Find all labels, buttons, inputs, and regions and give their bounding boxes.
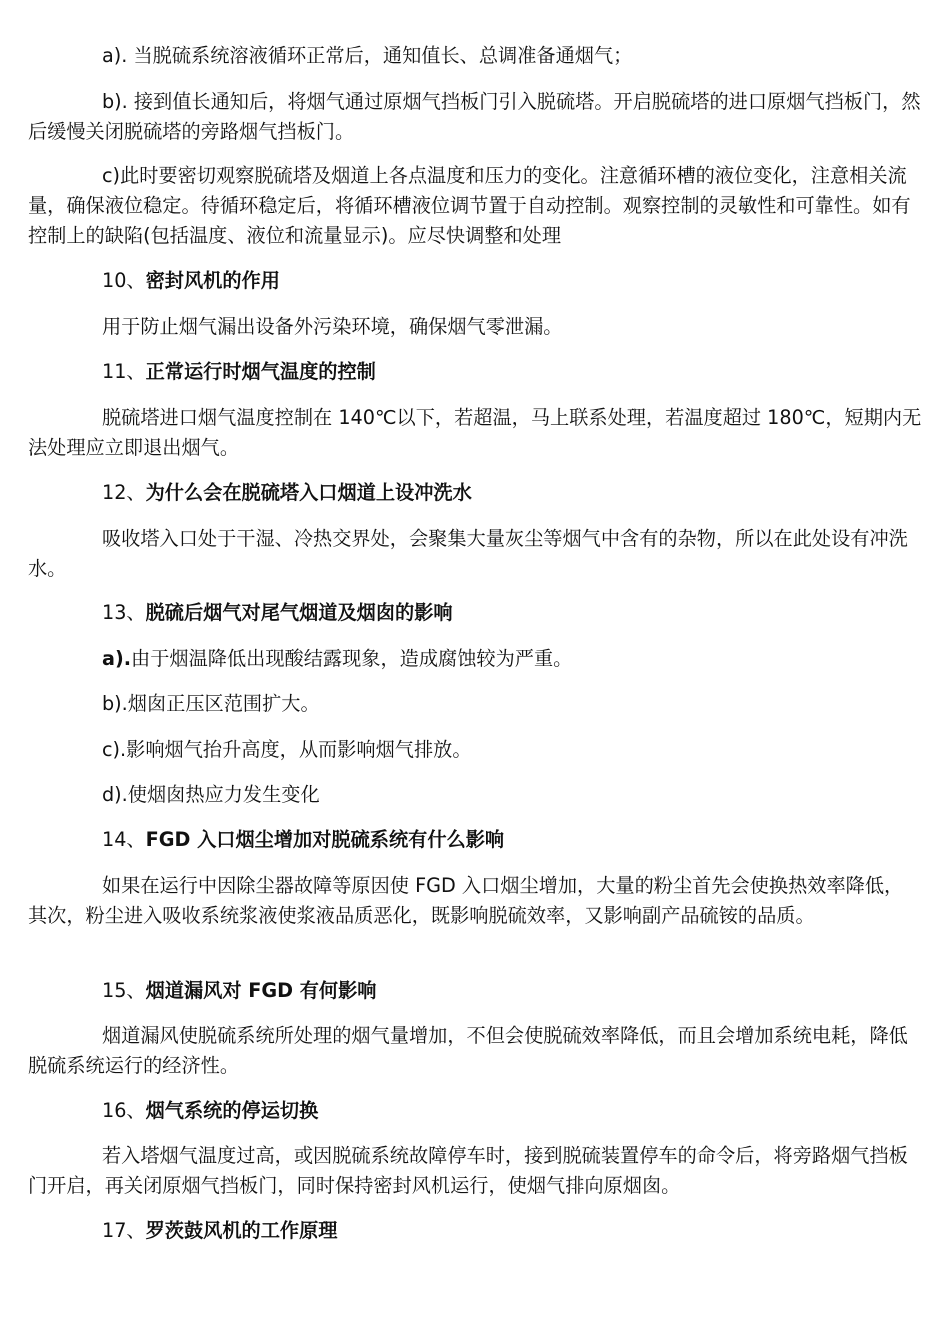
paragraph-13c: c).影响烟气抬升高度，从而影响烟气排放。 [102, 738, 472, 761]
heading-13-title: 脱硫后烟气对尾气烟道及烟囱的影响 [145, 601, 453, 624]
heading-14 [28, 825, 922, 855]
heading-17 [28, 1216, 922, 1246]
paragraph-12-flush-water: 吸收塔入口处于干湿、冷热交界处，会聚集大量灰尘等烟气中含有的杂物，所以在此处设有冲洗水。 [28, 527, 908, 580]
heading-12-number: 12、 [102, 481, 146, 504]
paragraph-13a-lead: a). [102, 647, 132, 670]
paragraph-16-shutdown-switch: 若入塔烟气温度过高，或因脱硫系统故障停车时，接到脱硫装置停车的命令后，将旁路烟气挡板门开启，再关闭原烟气挡板门，同时保持密封风机运行，使烟气排向原烟囱。 [28, 1144, 908, 1197]
paragraph-13b: b).烟囱正压区范围扩大。 [102, 692, 320, 715]
paragraph-11-temperature-control: 脱硫塔进口烟气温度控制在 140℃以下，若超温，马上联系处理，若温度超过 180℃，短期内无法处理应立即退出烟气。 [28, 406, 922, 459]
paragraph-14-dust-impact: 如果在运行中因除尘器故障等原因使 FGD 入口烟尘增加，大量的粉尘首先会使换热效率降低，其次，粉尘进入吸收系统浆液使浆液品质恶化，既影响脱硫效率，又影响副产品硫铵的品质。 [28, 874, 904, 927]
heading-10-number: 10、 [102, 269, 146, 292]
heading-16-title: 烟气系统的停运切换 [145, 1099, 319, 1122]
heading-17-title: 罗茨鼓风机的工作原理 [145, 1219, 338, 1242]
heading-14-number: 14、 [102, 828, 146, 851]
heading-15-title: 烟道漏风对 FGD 有何影响 [145, 979, 377, 1002]
heading-12 [28, 478, 922, 508]
heading-15 [28, 976, 922, 1006]
heading-11-number: 11、 [102, 360, 146, 383]
paragraph-10-seal-fan: 用于防止烟气漏出设备外污染环境，确保烟气零泄漏。 [102, 315, 563, 338]
paragraph-c-monitor-temperature: c)此时要密切观察脱硫塔及烟道上各点温度和压力的变化。注意循环槽的液位变化，注意相关流量，确保液位稳定。待循环稳定后，将循环槽液位调节置于自动控制。观察控制的灵敏性和可靠性。如有控制上的缺陷(包括温度、液位和流量显示)。应尽快调整和处理 [28, 164, 911, 247]
paragraph-b-guide-flue-gas: b). 接到值长通知后，将烟气通过原烟气挡板门引入脱硫塔。开启脱硫塔的进口原烟气挡板门，然后缓慢关闭脱硫塔的旁路烟气挡板门。 [28, 90, 921, 143]
heading-17-number: 17、 [102, 1219, 146, 1242]
heading-13-number: 13、 [102, 601, 146, 624]
paragraph-13a-text: 由于烟温降低出现酸结露现象，造成腐蚀较为严重。 [131, 647, 573, 670]
paragraph-15-air-leakage: 烟道漏风使脱硫系统所处理的烟气量增加，不但会使脱硫效率降低，而且会增加系统电耗，降低脱硫系统运行的经济性。 [28, 1024, 908, 1077]
heading-11-title: 正常运行时烟气温度的控制 [145, 360, 376, 383]
heading-12-title: 为什么会在脱硫塔入口烟道上设冲洗水 [145, 481, 472, 504]
paragraph-13a [28, 644, 922, 674]
paragraph-a-open-flue-gas: a). 当脱硫系统溶液循环正常后，通知值长、总调准备通烟气； [102, 44, 633, 67]
heading-13 [28, 598, 922, 628]
heading-16-number: 16、 [102, 1099, 146, 1122]
paragraph-13d: d).使烟囱热应力发生变化 [102, 783, 320, 806]
heading-16 [28, 1096, 922, 1126]
heading-11 [28, 357, 922, 387]
heading-14-title: FGD 入口烟尘增加对脱硫系统有什么影响 [145, 828, 505, 851]
heading-15-number: 15、 [102, 979, 146, 1002]
heading-10-title: 密封风机的作用 [145, 269, 280, 292]
heading-10 [28, 266, 922, 296]
